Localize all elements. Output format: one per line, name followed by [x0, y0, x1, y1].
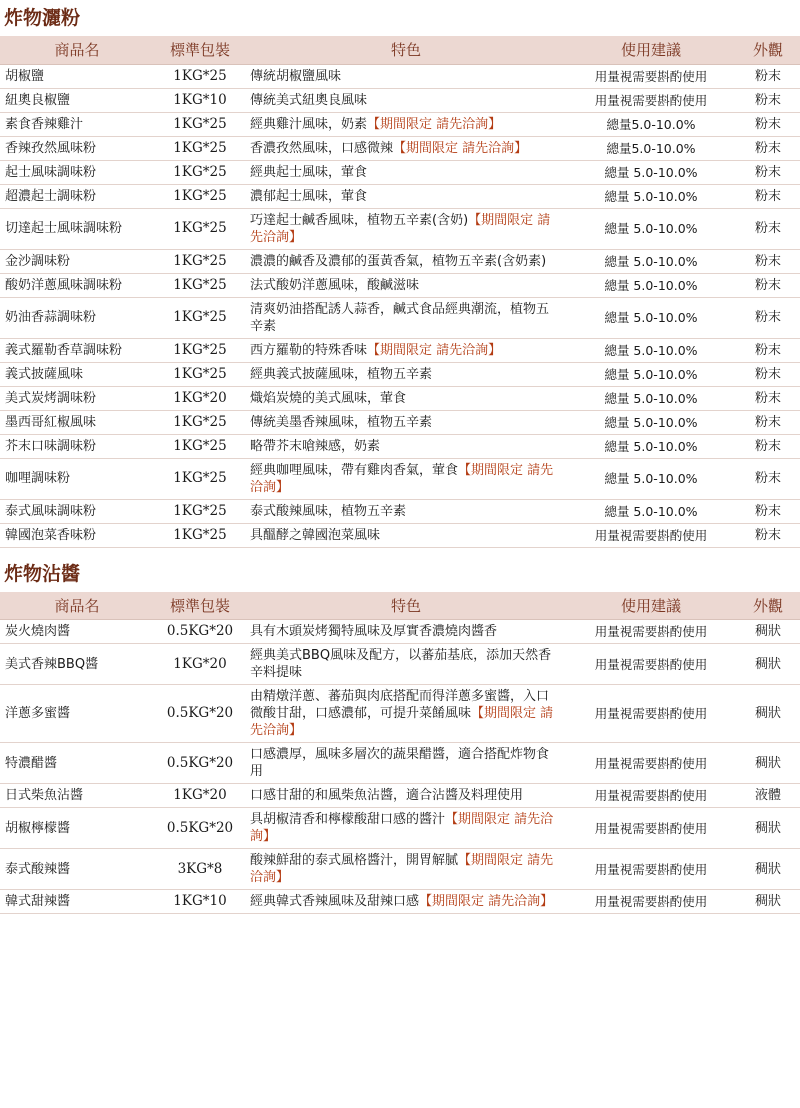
- feature-text: 清爽奶油搭配誘人蒜香，鹹式食品經典潮流，植物五辛素: [250, 301, 550, 334]
- product-appearance: 稠狀: [754, 656, 781, 672]
- product-appearance: 粉末: [754, 527, 781, 543]
- product-usage: 總量 5.0-10.0%: [604, 471, 698, 486]
- product-feature: [246, 273, 566, 297]
- product-feature: [246, 743, 566, 784]
- product-feature: [246, 499, 566, 523]
- table-row: [0, 386, 800, 410]
- table-row: [0, 808, 800, 849]
- product-name: 胡椒鹽: [5, 68, 45, 84]
- product-appearance: 粉末: [754, 116, 781, 132]
- product-appearance: 粉末: [754, 390, 781, 406]
- product-usage: 總量 5.0-10.0%: [604, 253, 698, 269]
- product-appearance: 稠狀: [754, 624, 781, 639]
- product-name: 紐奧良椒鹽: [5, 92, 71, 108]
- product-name: 墨西哥紅椒風味: [5, 414, 97, 430]
- product-packaging: 1KG*20: [173, 389, 227, 406]
- header-feature: 特色: [246, 36, 566, 64]
- product-usage: 用量視需要斟酌使用: [594, 656, 708, 672]
- table-header-row: [0, 592, 800, 620]
- product-usage: 總量 5.0-10.0%: [604, 366, 698, 382]
- feature-text: 酸辣鮮甜的泰式風格醬汁，開胃解膩: [250, 853, 459, 868]
- product-usage: 總量 5.0-10.0%: [604, 188, 698, 204]
- product-appearance: 粉末: [754, 366, 781, 382]
- feature-text: 略帶芥末嗆辣感，奶素: [250, 438, 381, 454]
- table-row: [0, 88, 800, 112]
- product-usage: 用量視需要斟酌使用: [594, 68, 708, 84]
- feature-text: 口感甘甜的和風柴魚沾醬，適合沾醬及料理使用: [250, 788, 524, 803]
- table-row: [0, 743, 800, 784]
- feature-text: 經典雞汁風味，奶素: [250, 116, 368, 132]
- feature-text: 香濃孜然風味，口感微辣: [250, 140, 394, 156]
- product-packaging: 1KG*25: [173, 309, 227, 325]
- product-appearance: 稠狀: [754, 894, 781, 909]
- table-row: [0, 64, 800, 88]
- header-appearance: 外觀: [736, 36, 800, 64]
- section-fry-sauce: [0, 556, 800, 915]
- product-appearance: 粉末: [754, 277, 781, 293]
- product-usage: 總量 5.0-10.0%: [604, 221, 698, 236]
- product-name: 炭火燒肉醬: [5, 624, 71, 639]
- product-appearance: 稠狀: [754, 706, 781, 721]
- product-packaging: 0.5KG*20: [166, 705, 234, 721]
- table-row: [0, 458, 800, 499]
- limited-time-note: 【期間限定 請先洽詢】: [367, 342, 502, 358]
- product-feature: [246, 362, 566, 386]
- product-usage: 總量 5.0-10.0%: [604, 164, 698, 180]
- feature-text: 由精燉洋蔥、蕃茄與肉底搭配而得洋蔥多蜜醬，入口微酸甘甜，口感濃郁，可提升菜餚風味: [250, 689, 550, 721]
- product-packaging: 1KG*25: [173, 115, 227, 132]
- product-feature: [246, 685, 566, 743]
- product-packaging: 0.5KG*20: [166, 623, 234, 639]
- table-row: [0, 297, 800, 338]
- product-name: 韓式甜辣醬: [5, 894, 71, 909]
- product-feature: [246, 136, 566, 160]
- product-packaging: 1KG*25: [173, 139, 227, 156]
- product-packaging: 1KG*25: [173, 341, 227, 358]
- product-appearance: 粉末: [754, 221, 781, 236]
- product-appearance: 稠狀: [754, 820, 781, 836]
- product-usage: 用量視需要斟酌使用: [594, 706, 708, 721]
- table-row: [0, 523, 800, 547]
- limited-time-note: 【期間限定 請先洽詢】: [250, 706, 554, 738]
- product-appearance: 粉末: [754, 140, 781, 156]
- product-feature: [246, 64, 566, 88]
- product-feature: [246, 620, 566, 644]
- product-packaging: 1KG*25: [173, 187, 227, 204]
- feature-text: 法式酸奶洋蔥風味，酸鹹滋味: [250, 277, 420, 293]
- product-feature: [246, 160, 566, 184]
- product-appearance: 粉末: [754, 164, 781, 180]
- product-feature: [246, 523, 566, 547]
- product-name: 切達起士風味調味粉: [5, 221, 123, 236]
- product-feature: [246, 458, 566, 499]
- product-usage: 用量視需要斟酌使用: [594, 624, 708, 639]
- product-feature: [246, 849, 566, 890]
- limited-time-note: 【期間限定 請先洽詢】: [250, 812, 554, 844]
- product-usage: 總量5.0-10.0%: [606, 140, 696, 156]
- product-name: 素食香辣雞汁: [5, 116, 84, 132]
- header-appearance: 外觀: [736, 592, 800, 620]
- table-row: [0, 644, 800, 685]
- product-name: 美式香辣BBQ醬: [5, 656, 99, 672]
- product-feature: [246, 784, 566, 808]
- table-row: [0, 273, 800, 297]
- table-row: [0, 434, 800, 458]
- table-row: [0, 499, 800, 523]
- product-usage: 總量 5.0-10.0%: [604, 503, 698, 519]
- table-row: [0, 620, 800, 644]
- limited-time-note: 【期間限定 請先洽詢】: [393, 140, 528, 156]
- product-appearance: 粉末: [754, 188, 781, 204]
- table-row: [0, 685, 800, 743]
- product-usage: 用量視需要斟酌使用: [594, 861, 708, 877]
- product-usage: 總量 5.0-10.0%: [604, 310, 698, 325]
- product-packaging: 1KG*20: [173, 655, 227, 672]
- product-name: 酸奶洋蔥風味調味粉: [5, 277, 123, 293]
- table-row: [0, 160, 800, 184]
- table-row: [0, 112, 800, 136]
- feature-text: 經典韓式香辣風味及甜辣口感: [250, 894, 420, 909]
- product-appearance: 稠狀: [754, 755, 781, 771]
- product-name: 泰式風味調味粉: [5, 503, 97, 519]
- feature-text: 西方羅勒的特殊香味: [250, 342, 368, 358]
- product-name: 義式披薩風味: [5, 366, 84, 382]
- product-packaging: 0.5KG*20: [166, 754, 234, 771]
- feature-text: 經典咖哩風味，帶有雞肉香氣，葷食: [250, 462, 459, 478]
- product-appearance: 粉末: [754, 253, 781, 269]
- table-row: [0, 184, 800, 208]
- section-spacer: [0, 548, 800, 556]
- product-name: 泰式酸辣醬: [5, 861, 71, 877]
- feature-text: 濃郁起士風味，葷食: [250, 188, 368, 204]
- product-packaging: 3KG*8: [177, 860, 223, 877]
- product-name: 美式炭烤調味粉: [5, 390, 97, 406]
- product-usage: 用量視需要斟酌使用: [594, 894, 708, 909]
- product-usage: 用量視需要斟酌使用: [594, 527, 708, 543]
- feature-text: 傳統美式紐奧良風味: [250, 92, 368, 108]
- feature-text: 具醞酵之韓國泡菜風味: [250, 527, 381, 543]
- product-name: 超濃起士調味粉: [5, 188, 97, 204]
- product-feature: [246, 338, 566, 362]
- section-fry-seasoning: [0, 0, 800, 548]
- product-usage: 總量 5.0-10.0%: [604, 414, 698, 430]
- product-packaging: 1KG*25: [173, 413, 227, 430]
- product-packaging: 1KG*25: [173, 220, 227, 236]
- feature-text: 熾焰炭燒的美式風味，葷食: [250, 390, 407, 406]
- table-header-row: [0, 36, 800, 64]
- product-feature: [246, 434, 566, 458]
- feature-text: 經典義式披薩風味，植物五辛素: [250, 366, 433, 382]
- feature-text: 具胡椒清香和檸檬酸甜口感的醬汁: [250, 812, 446, 827]
- product-feature: [246, 184, 566, 208]
- product-appearance: 粉末: [754, 503, 781, 519]
- product-feature: [246, 644, 566, 685]
- product-feature: [246, 890, 566, 914]
- product-table: [0, 36, 800, 548]
- product-name: 芥末口味調味粉: [5, 438, 97, 454]
- limited-time-note: 【期間限定 請先洽詢】: [250, 462, 554, 495]
- product-packaging: 1KG*25: [173, 365, 227, 382]
- product-usage: 總量 5.0-10.0%: [604, 277, 698, 293]
- product-usage: 總量 5.0-10.0%: [604, 438, 698, 454]
- product-feature: [246, 249, 566, 273]
- section-title: 炸物灑粉: [0, 0, 800, 36]
- header-packaging: 標準包裝: [154, 36, 246, 64]
- product-name: 金沙調味粉: [5, 253, 71, 269]
- header-usage: 使用建議: [566, 592, 736, 620]
- product-packaging: 1KG*25: [173, 163, 227, 180]
- feature-text: 泰式酸辣風味，植物五辛素: [250, 503, 407, 519]
- table-row: [0, 362, 800, 386]
- product-name: 奶油香蒜調味粉: [5, 310, 97, 325]
- product-packaging: 1KG*25: [173, 252, 227, 269]
- product-usage: 總量 5.0-10.0%: [604, 390, 698, 406]
- product-feature: [246, 808, 566, 849]
- product-appearance: 粉末: [754, 310, 781, 325]
- product-feature: [246, 88, 566, 112]
- header-feature: 特色: [246, 592, 566, 620]
- product-name: 香辣孜然風味粉: [5, 140, 97, 156]
- product-packaging: 1KG*25: [173, 67, 227, 84]
- product-packaging: 1KG*10: [173, 893, 227, 909]
- table-row: [0, 849, 800, 890]
- product-usage: 用量視需要斟酌使用: [594, 788, 708, 803]
- header-product-name: 商品名: [0, 36, 154, 64]
- header-packaging: 標準包裝: [154, 592, 246, 620]
- table-row: [0, 890, 800, 914]
- table-row: [0, 249, 800, 273]
- table-row: [0, 136, 800, 160]
- feature-text: 巧達起士鹹香風味，植物五辛素(含奶): [250, 212, 469, 228]
- header-usage: 使用建議: [566, 36, 736, 64]
- product-name: 起士風味調味粉: [5, 164, 97, 180]
- limited-time-note: 【期間限定 請先洽詢】: [367, 116, 502, 132]
- feature-text: 口感濃厚，風味多層次的蔬果醋醬，適合搭配炸物食用: [250, 747, 550, 779]
- product-name: 洋蔥多蜜醬: [5, 706, 71, 721]
- product-packaging: 1KG*25: [173, 276, 227, 293]
- product-usage: 用量視需要斟酌使用: [594, 92, 708, 108]
- header-product-name: 商品名: [0, 592, 154, 620]
- product-appearance: 液體: [754, 788, 781, 803]
- product-feature: [246, 112, 566, 136]
- feature-text: 傳統胡椒鹽風味: [250, 68, 342, 84]
- product-appearance: 粉末: [754, 68, 781, 84]
- product-feature: [246, 386, 566, 410]
- product-feature: [246, 297, 566, 338]
- product-name: 義式羅勒香草調味粉: [5, 342, 123, 358]
- product-name: 胡椒檸檬醬: [5, 820, 71, 836]
- feature-text: 傳統美墨香辣風味，植物五辛素: [250, 414, 433, 430]
- table-row: [0, 410, 800, 434]
- product-name: 日式柴魚沾醬: [5, 788, 84, 803]
- product-appearance: 粉末: [754, 438, 781, 454]
- limited-time-note: 【期間限定 請先洽詢】: [250, 853, 554, 885]
- product-appearance: 粉末: [754, 92, 781, 108]
- product-name: 韓國泡菜香味粉: [5, 527, 97, 543]
- product-usage: 用量視需要斟酌使用: [594, 820, 708, 836]
- limited-time-note: 【期間限定 請先洽詢】: [250, 212, 551, 245]
- product-table: [0, 592, 800, 915]
- product-packaging: 1KG*25: [173, 470, 227, 486]
- product-appearance: 粉末: [754, 414, 781, 430]
- product-name: 咖哩調味粉: [5, 471, 71, 486]
- product-usage: 總量5.0-10.0%: [606, 116, 696, 132]
- product-feature: [246, 208, 566, 249]
- product-feature: [246, 410, 566, 434]
- product-usage: 用量視需要斟酌使用: [594, 755, 708, 771]
- table-row: [0, 338, 800, 362]
- feature-text: 具有木頭炭烤獨特風味及厚實香濃燒肉醬香: [250, 624, 498, 639]
- feature-text: 濃濃的鹹香及濃郁的蛋黃香氣，植物五辛素(含奶素): [250, 253, 547, 269]
- product-appearance: 粉末: [754, 471, 781, 486]
- feature-text: 經典起士風味，葷食: [250, 164, 368, 180]
- table-row: [0, 784, 800, 808]
- product-packaging: 1KG*25: [173, 526, 227, 543]
- table-row: [0, 208, 800, 249]
- product-packaging: 0.5KG*20: [166, 819, 234, 836]
- product-packaging: 1KG*10: [173, 91, 227, 108]
- limited-time-note: 【期間限定 請先洽詢】: [419, 894, 554, 909]
- section-title: 炸物沾醬: [0, 556, 800, 592]
- product-packaging: 1KG*20: [173, 787, 227, 803]
- product-appearance: 粉末: [754, 342, 781, 358]
- product-usage: 總量 5.0-10.0%: [604, 342, 698, 358]
- product-name: 特濃醋醬: [5, 755, 58, 771]
- product-packaging: 1KG*25: [173, 437, 227, 454]
- product-appearance: 稠狀: [754, 861, 781, 877]
- product-packaging: 1KG*25: [173, 502, 227, 519]
- feature-text: 經典美式BBQ風味及配方，以蕃茄基底，添加天然香辛料提味: [250, 648, 552, 680]
